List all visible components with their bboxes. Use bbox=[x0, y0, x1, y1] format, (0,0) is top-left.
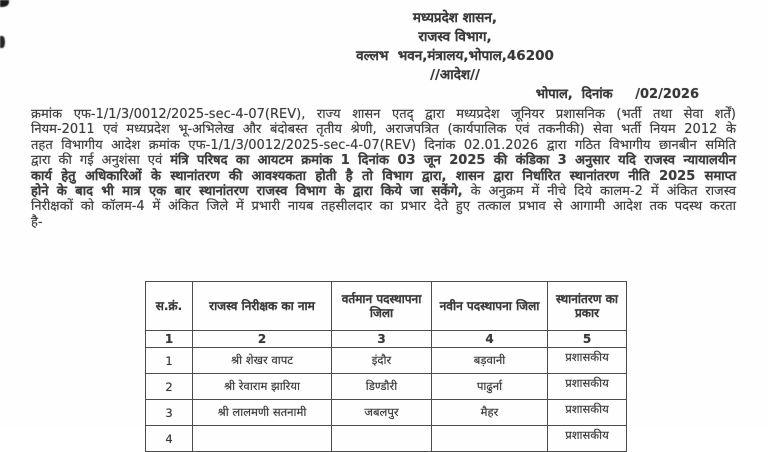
table-header-row bbox=[146, 282, 627, 331]
column-number: 5 bbox=[548, 331, 627, 348]
column-number-row bbox=[146, 331, 627, 348]
col-header-current-district: वर्तमान पदस्थापना जिला bbox=[332, 282, 432, 331]
body-segment-closing: के अनुक्रम में नीचे दिये कालम-2 में अंकित राजस्व निरीक्षकों को कॉलम-4 में अंकित जिले में प्रभारी नायब तहसीलदार का प्रभार देते हुए तत्काल प्रभाव से आगामी आदेश तक पदस्थ करता है- bbox=[31, 184, 736, 230]
column-number: 4 bbox=[432, 331, 548, 348]
column-number: 2 bbox=[193, 331, 332, 348]
column-number: 3 bbox=[332, 331, 432, 348]
cell-inspector-name: श्री रेवाराम झारिया bbox=[193, 374, 332, 400]
department-name: राजस्व विभाग, bbox=[418, 29, 492, 45]
body-segment-opening: क्रमांक एफ-1/1/3/0012/2025-sec-4-07(REV), राज्य शासन एतद् द्वारा मध्यप्रदेश जूनियर प्रशासनिक (भर्ती तथा सेवा शर्तें) नियम-2011 एवं मध्यप्रदेश भू-अभिलेख और बंदोबस्त तृतीय श्रेणी, अराजपत्रित (कार्यपालिक एवं तकनीकी) सेवा भर्ती नियम 2012 के तहत विभागीय आदेश क्रमांक एफ-1/1/3/0012/2025-sec-4-07(REV) दिनांक 02.01.2026 द्वारा गठित विभागीय छानबीन समिति द्वारा की गई अनुशंसा एवं bbox=[31, 107, 736, 169]
document-letterhead bbox=[140, 9, 770, 85]
col-header-serial: स.क्रं. bbox=[146, 282, 193, 331]
table-row-clipped bbox=[146, 426, 627, 452]
transfer-table bbox=[145, 281, 627, 452]
column-number: 1 bbox=[146, 331, 193, 348]
place-date-line: भोपाल, दिनांक /02/2026 bbox=[535, 87, 699, 102]
cell-serial: 1 bbox=[146, 348, 193, 374]
body-segment-cabinet-reference: मंत्रि परिषद का आयटम क्रमांक 1 दिनांक 03 जून 2025 की कंडिका 3 अनुसार यदि राजस्व न्यायालयीन कार्य हेतु अधिकारिओं के स्थानांतरण की आवश्यकता होती है तो विभाग द्वारा, शासन द्वारा निर्धारित स्थानांतरण नीति 2025 समाप्त होने के बाद भी मात्र एक बार स्थानांतरण राजस्व विभाग के द्वारा किये जा सकेंगे, bbox=[31, 153, 736, 200]
scan-artifact-corner bbox=[0, 0, 9, 7]
government-name: मध्यप्रदेश शासन, bbox=[412, 10, 498, 26]
cell-current-district: इंदौर bbox=[332, 348, 432, 374]
table-row bbox=[146, 374, 627, 400]
order-body-paragraph bbox=[31, 107, 736, 230]
cell-serial: 4 bbox=[146, 426, 193, 452]
table-row bbox=[146, 348, 627, 374]
cell-current-district: डिण्डौरी bbox=[332, 374, 432, 400]
cell-transfer-type: प्रशासकीय bbox=[548, 348, 627, 374]
cell-inspector-name: श्री लालमणी सतनामी bbox=[193, 400, 332, 426]
cell-transfer-type: प्रशासकीय bbox=[548, 374, 627, 400]
cell-transfer-type: प्रशासकीय bbox=[548, 400, 627, 426]
cell-serial: 3 bbox=[146, 400, 193, 426]
scan-artifact-left-edge bbox=[0, 36, 5, 48]
cell-inspector-name: श्री शेखर वापट bbox=[193, 348, 332, 374]
col-header-inspector-name: राजस्व निरीक्षक का नाम bbox=[193, 282, 332, 331]
department-address: वल्लभ भवन,मंत्रालय,भोपाल,46200 bbox=[356, 48, 554, 64]
cell-new-district: बड़वानी bbox=[432, 348, 548, 374]
cell-new-district: पाढुर्ना bbox=[432, 374, 548, 400]
col-header-transfer-type: स्थानांतरण का प्रकार bbox=[548, 282, 627, 331]
cell-inspector-name bbox=[193, 426, 332, 452]
cell-transfer-type: प्रशासकीय bbox=[548, 426, 627, 452]
table-row bbox=[146, 400, 627, 426]
cell-new-district: मैहर bbox=[432, 400, 548, 426]
cell-serial: 2 bbox=[146, 374, 193, 400]
order-title: //आदेश// bbox=[430, 67, 480, 83]
col-header-new-district: नवीन पदस्थापना जिला bbox=[432, 282, 548, 331]
cell-current-district: जबलपुर bbox=[332, 400, 432, 426]
cell-new-district bbox=[432, 426, 548, 452]
cell-current-district bbox=[332, 426, 432, 452]
